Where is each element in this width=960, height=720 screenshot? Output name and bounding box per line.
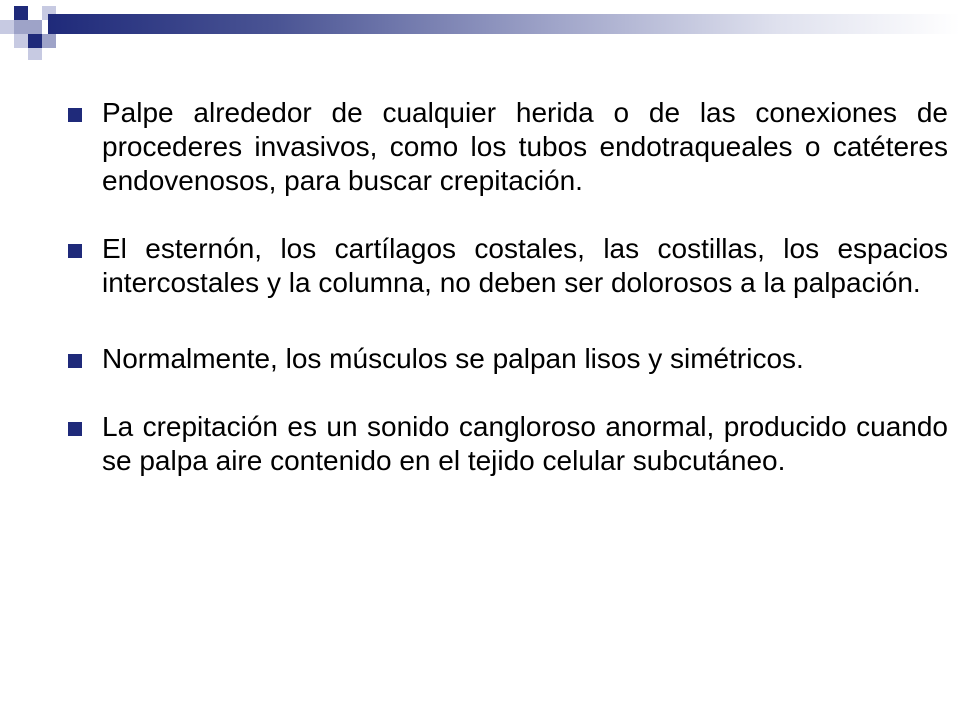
decor-square-pale — [14, 34, 28, 48]
bullet-item — [68, 96, 948, 198]
square-bullet-icon — [68, 422, 82, 436]
header-gradient-bar — [48, 14, 960, 34]
decor-square-dark — [28, 34, 42, 48]
decor-square-light — [28, 20, 42, 34]
decor-square-light — [14, 20, 28, 34]
bullet-text: La crepitación es un sonido cangloroso anormal, producido cuando se palpa aire contenido en el tejido celular subcutáneo. — [102, 411, 948, 476]
square-bullet-icon — [68, 108, 82, 122]
decor-square-dark — [14, 6, 28, 20]
bullet-item — [68, 342, 948, 376]
square-bullet-icon — [68, 354, 82, 368]
bullet-list — [68, 96, 948, 478]
square-bullet-icon — [68, 244, 82, 258]
bullet-item — [68, 232, 948, 300]
decor-square-pale — [28, 48, 42, 60]
decor-square-pale — [0, 20, 14, 34]
bullet-text: Palpe alrededor de cualquier herida o de las conexiones de procederes invasivos, como los tubos endotraqueales o catéteres endovenosos, para buscar crepitación. — [102, 97, 948, 196]
bullet-item — [68, 410, 948, 478]
bullet-text: El esternón, los cartílagos costales, las costillas, los espacios intercostales y la columna, no deben ser dolorosos a la palpación. — [102, 233, 948, 298]
decor-square-light — [42, 34, 56, 48]
bullet-text: Normalmente, los músculos se palpan lisos y simétricos. — [102, 343, 804, 374]
